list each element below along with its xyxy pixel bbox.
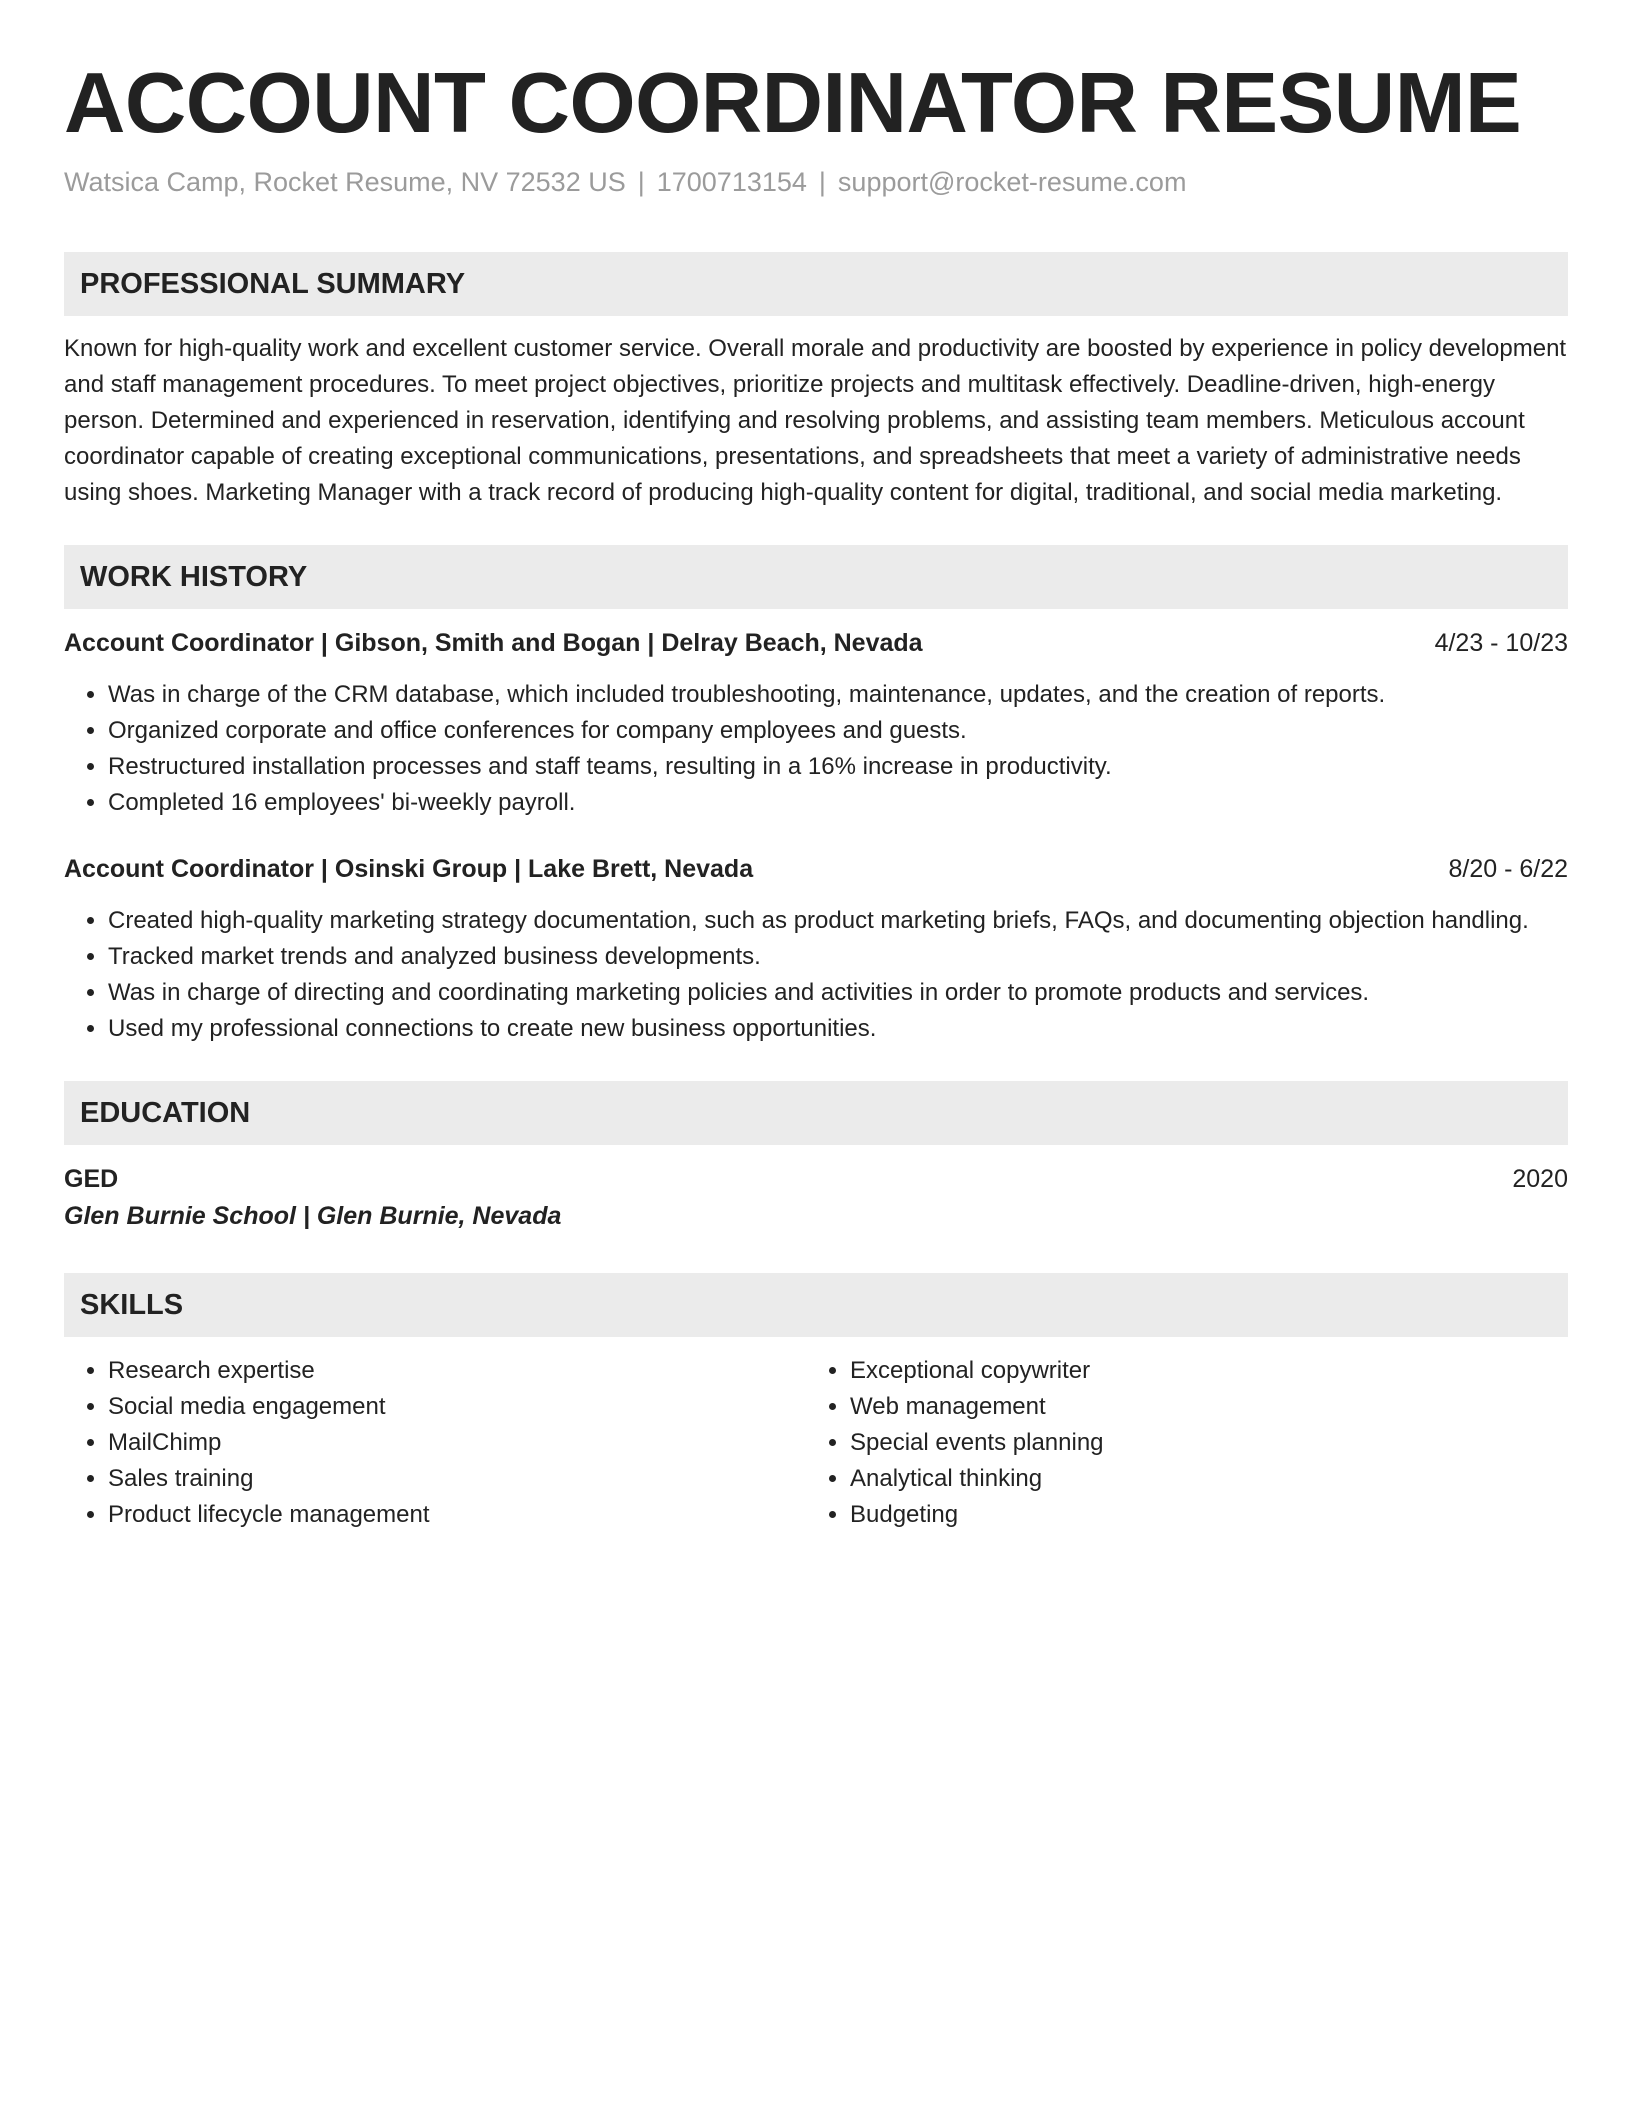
job-heading-line [64, 851, 1568, 887]
education-school: Glen Burnie School | Glen Burnie, Nevada [64, 1202, 562, 1230]
contact-address: Watsica Camp, Rocket Resume, NV 72532 US [64, 167, 626, 197]
job-bullet: • Used my professional connections to create new business opportunities. [108, 1011, 1568, 1047]
job-bullets [64, 903, 1568, 1047]
job-heading-line [64, 625, 1568, 661]
job-bullet: • Tracked market trends and analyzed business developments. [108, 939, 1568, 975]
contact-separator: | [818, 167, 826, 197]
skill-item: • Web management [850, 1389, 1548, 1425]
skill-item: • Product lifecycle management [108, 1497, 806, 1533]
skill-item: • Analytical thinking [850, 1461, 1548, 1497]
skill-item: • MailChimp [108, 1425, 806, 1461]
section-header-work-history: WORK HISTORY [64, 545, 1568, 609]
job-bullet: • Completed 16 employees' bi-weekly payroll. [108, 785, 1568, 821]
job-title: Account Coordinator | Gibson, Smith and Bogan | Delray Beach, Nevada [64, 629, 923, 657]
job-entry [64, 851, 1568, 1047]
contact-phone: 1700713154 [656, 167, 807, 197]
contact-email: support@rocket-resume.com [837, 167, 1187, 197]
education-degree: GED [64, 1165, 119, 1193]
job-dates: 8/20 - 6/22 [1448, 855, 1568, 883]
skill-item: • Social media engagement [108, 1389, 806, 1425]
job-bullet: • Restructured installation processes and staff teams, resulting in a 16% increase in productivity. [108, 749, 1568, 785]
education-year: 2020 [1512, 1165, 1568, 1193]
skill-item: • Special events planning [850, 1425, 1548, 1461]
job-bullet: • Created high-quality marketing strategy documentation, such as product marketing briefs, FAQs, and documenting objection handling. [108, 903, 1568, 939]
job-title: Account Coordinator | Osinski Group | Lake Brett, Nevada [64, 855, 754, 883]
resume-title: ACCOUNT COORDINATOR RESUME [64, 56, 1522, 151]
job-bullet: • Was in charge of the CRM database, which included troubleshooting, maintenance, updates, and the creation of reports. [108, 677, 1568, 713]
skill-item: • Exceptional copywriter [850, 1353, 1548, 1389]
skills-column-left [64, 1353, 806, 1533]
contact-line [64, 164, 1568, 200]
skills-columns [64, 1353, 1568, 1533]
section-header-skills: SKILLS [64, 1273, 1568, 1337]
contact-separator: | [637, 167, 645, 197]
skill-item: • Budgeting [850, 1497, 1548, 1533]
skills-column-right [806, 1353, 1548, 1533]
skill-item: • Sales training [108, 1461, 806, 1497]
job-bullet: • Was in charge of directing and coordinating marketing policies and activities in order to promote products and services. [108, 975, 1568, 1011]
summary-text: Known for high-quality work and excellent customer service. Overall morale and productivity are boosted by experience in policy development and staff management procedures. To meet project objectives, prioritize projects and multitask effectively. Deadline-driven, high-energy person. Determined and experienced in reservation, identifying and resolving problems, and assisting team members. Meticulous account coordinator capable of creating exceptional communications, presentations, and spreadsheets that meet a variety of administrative needs using shoes. Marketing Manager with a track record of producing high-quality content for digital, traditional, and social media marketing. [64, 335, 1567, 506]
job-bullets [64, 677, 1568, 821]
job-dates: 4/23 - 10/23 [1434, 629, 1568, 657]
section-header-professional-summary: PROFESSIONAL SUMMARY [64, 252, 1568, 316]
section-header-education: EDUCATION [64, 1081, 1568, 1145]
education-heading-line [64, 1161, 1568, 1197]
job-bullet: • Organized corporate and office conferences for company employees and guests. [108, 713, 1568, 749]
skill-item: • Research expertise [108, 1353, 806, 1389]
resume-page [64, 54, 1568, 1533]
education-entry [64, 1161, 1568, 1235]
job-entry [64, 625, 1568, 821]
